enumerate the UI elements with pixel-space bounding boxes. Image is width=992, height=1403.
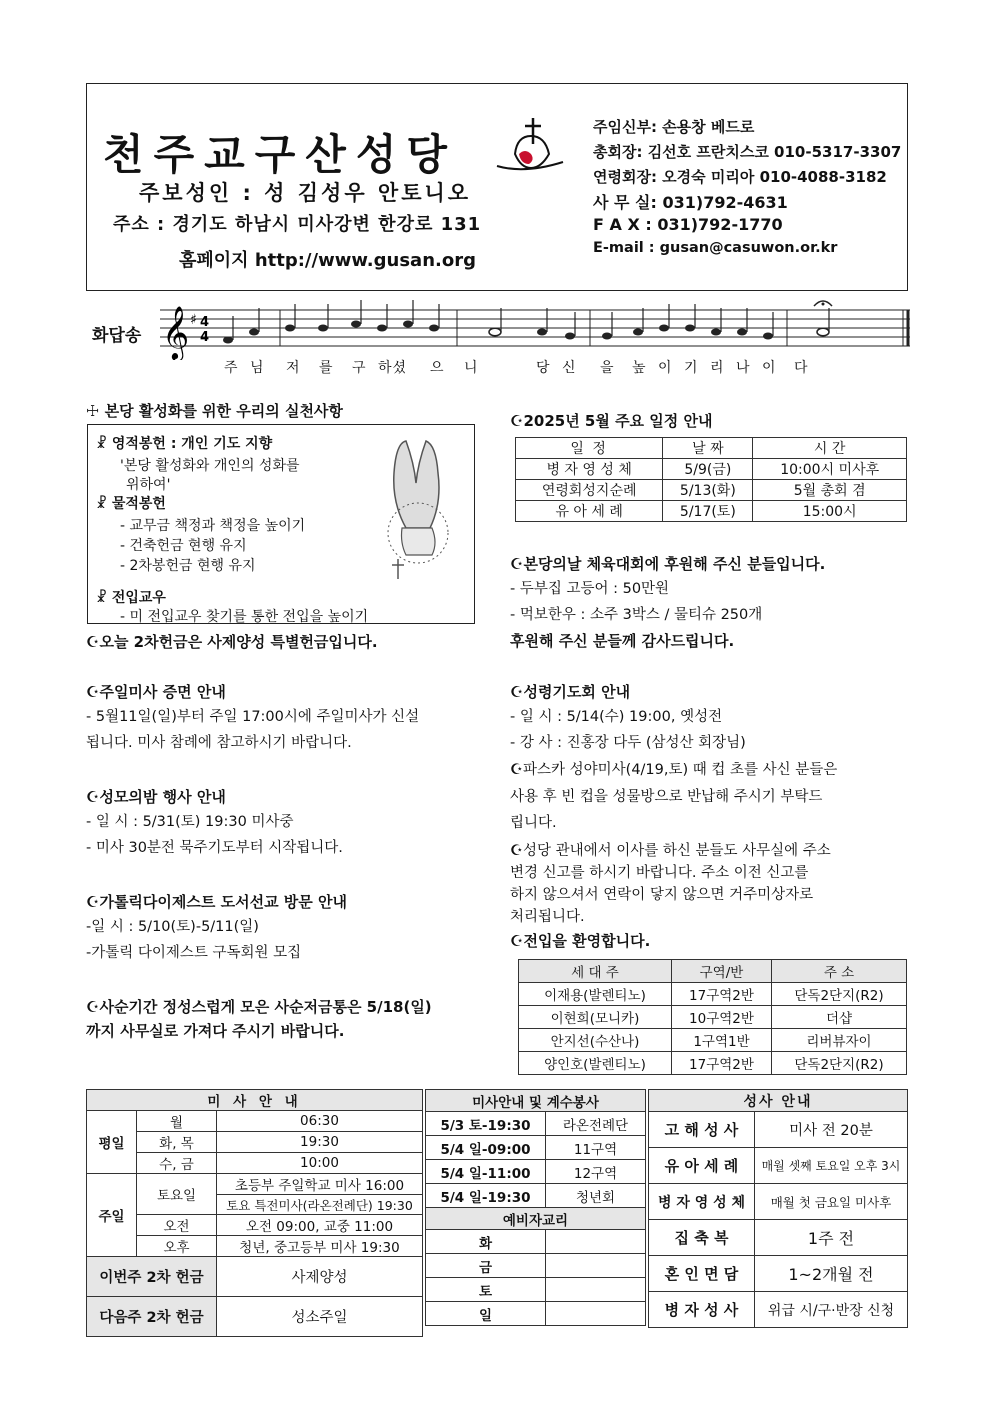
sacrament-name: 혼 인 면 담 xyxy=(649,1256,755,1292)
mass-schedule-table xyxy=(86,1089,423,1337)
address-change-notice: ☪성당 관내에서 이사를 하신 분들도 사무실에 주소 xyxy=(510,843,831,859)
morning-label: 오전 xyxy=(137,1215,217,1236)
lyric-syllable: 신 xyxy=(562,360,577,376)
mary-night-title: ☪성모의밤 행사 안내 xyxy=(86,788,226,806)
table-row xyxy=(87,1153,423,1174)
sunday-mass-line: 됩니다. 미사 참례에 참고하시기 바랍니다. xyxy=(86,735,352,751)
practice-line: - 교무금 책정과 책정을 높이기 xyxy=(120,518,306,534)
newcomer-district: 10구역2반 xyxy=(671,1006,771,1029)
table-row xyxy=(87,1297,423,1337)
saturday-label: 토요일 xyxy=(137,1174,217,1215)
paschal-candle-line: 사용 후 빈 컵을 성물방으로 반납해 주시기 부탁드 xyxy=(510,789,823,805)
next-week-collection-value: 성소주일 xyxy=(217,1297,423,1337)
schedule-date: 5/17(토) xyxy=(663,501,753,522)
volunteer-time: 5/4 일-09:00 xyxy=(426,1136,546,1160)
lyric-syllable: 리 xyxy=(710,360,725,376)
table-row xyxy=(87,1132,423,1153)
mass-time: 06:30 xyxy=(217,1111,423,1132)
sacrament-name: 집 축 복 xyxy=(649,1220,755,1256)
sunday-mass-line: - 5월11일(일)부터 주일 17:00시에 주일미사가 신설 xyxy=(86,709,420,725)
table-row xyxy=(649,1220,908,1256)
table-row xyxy=(87,1111,423,1132)
newcomer-name: 이재용(발렌티노) xyxy=(519,983,672,1006)
church-name: 천주교구산성당 xyxy=(103,130,458,179)
lyric-syllable: 을 xyxy=(600,360,615,376)
lyric-syllable: 를 xyxy=(319,360,334,376)
schedule-time: 10:00시 미사후 xyxy=(753,459,907,480)
mass-time: 19:30 xyxy=(217,1132,423,1153)
mass-time: 10:00 xyxy=(217,1153,423,1174)
spirit-prayer-line: - 일 시 : 5/14(수) 19:00, 옛성전 xyxy=(510,709,723,725)
sacrament-info: 1~2개월 전 xyxy=(755,1256,908,1292)
mass-day: 월 xyxy=(137,1111,217,1132)
may-schedule-title: ☪2025년 5월 주요 일정 안내 xyxy=(510,412,713,430)
table-row xyxy=(519,1006,907,1029)
sacrament-info: 매월 첫 금요일 미사후 xyxy=(755,1184,908,1220)
sponsor-line: - 먹보한우 : 소주 3박스 / 물티슈 250개 xyxy=(510,607,763,623)
mary-night-line: - 일 시 : 5/31(토) 19:30 미사중 xyxy=(86,814,294,830)
sacrament-info: 1주 전 xyxy=(755,1220,908,1256)
second-collection-notice: ☪오늘 2차헌금은 사제양성 특별헌금입니다. xyxy=(86,633,378,651)
practice-line: 위하여' xyxy=(126,477,171,493)
table-row xyxy=(516,459,907,480)
mass-day: 화, 목 xyxy=(137,1132,217,1153)
sacrament-name: 유 아 세 례 xyxy=(649,1148,755,1184)
psalm-lyrics xyxy=(210,357,810,377)
info-fax: F A X : 031)792-1770 xyxy=(593,215,783,234)
lyric-syllable: 당 xyxy=(536,360,551,376)
welcome-title: ☪전입을 환영합니다. xyxy=(510,932,651,950)
mass-time: 초등부 주일학교 미사 16:00 xyxy=(217,1174,423,1195)
volunteer-group: 청년회 xyxy=(546,1184,646,1208)
address-change-line: 변경 신고를 하시기 바랍니다. 주소 이전 신고를 xyxy=(510,865,809,881)
volunteer-group: 12구역 xyxy=(546,1160,646,1184)
church-logo-icon xyxy=(495,114,565,176)
paschal-candle-line: 립니다. xyxy=(510,815,557,831)
address-change-line: 처리됩니다. xyxy=(510,909,585,925)
this-week-collection-value: 사제양성 xyxy=(217,1257,423,1297)
newcomer-header: 세 대 주 xyxy=(519,960,672,983)
volunteer-table xyxy=(425,1089,646,1326)
practice-line: - 건축헌금 현행 유지 xyxy=(120,538,247,554)
table-row xyxy=(649,1148,908,1184)
digest-line: -일 시 : 5/10(토)-5/11(일) xyxy=(86,919,259,935)
psalm-label: 화답송 xyxy=(92,326,142,346)
digest-line: -가톨릭 다이제스트 구독회원 모집 xyxy=(86,945,302,961)
table-row xyxy=(426,1302,646,1326)
patron-saint: 주보성인 : 성 김성우 안토니오 xyxy=(139,181,472,205)
info-pastor: 주임신부: 손용창 베드로 xyxy=(593,118,755,136)
practice-material: 물적봉헌 xyxy=(111,496,166,512)
praying-hands-icon xyxy=(366,433,466,583)
sacrament-info: 매월 셋째 토요일 오후 3시 xyxy=(755,1148,908,1184)
sponsor-line: - 두부집 고등어 : 50만원 xyxy=(510,581,670,597)
lyric-syllable: 이 xyxy=(658,360,673,376)
schedule-time: 5월 총회 겸 xyxy=(753,480,907,501)
volunteer-time: 5/4 일-11:00 xyxy=(426,1160,546,1184)
mass-time: 토요 특전미사(라온전례단) 19:30 xyxy=(217,1195,423,1215)
sacrament-name: 고 해 성 사 xyxy=(649,1112,755,1148)
sponsor-thanks: 후원해 주신 분들께 감사드립니다. xyxy=(510,632,735,650)
sunday-mass-title: ☪주일미사 증면 안내 xyxy=(86,683,226,701)
table-row xyxy=(649,1184,908,1220)
address-change-line: 하지 않으셔서 연락이 닿지 않으면 거주미상자로 xyxy=(510,887,814,903)
newcomer-address: 더샵 xyxy=(772,1006,907,1029)
table-row xyxy=(87,1174,423,1195)
newcomer-address: 리버뷰자이 xyxy=(772,1029,907,1052)
table-row xyxy=(87,1257,423,1297)
lyric-syllable: 으 xyxy=(430,360,445,376)
newcomer-table xyxy=(518,959,907,1075)
lyric-syllable: 저 xyxy=(286,360,301,376)
newcomer-district: 17구역2반 xyxy=(671,1052,771,1075)
newcomer-address: 단독2단지(R2) xyxy=(772,983,907,1006)
newcomer-district: 1구역1반 xyxy=(671,1029,771,1052)
table-row xyxy=(426,1112,646,1136)
digest-title: ☪가톨릭다이제스트 도서선교 방문 안내 xyxy=(86,893,347,911)
sacrament-info: 위급 시/구·반장 신청 xyxy=(755,1292,908,1328)
table-row xyxy=(519,1052,907,1075)
info-email[interactable]: E-mail : gusan@casuwon.or.kr xyxy=(593,240,838,256)
bulletin-header xyxy=(86,83,908,291)
table-row xyxy=(649,1292,908,1328)
weekday-label: 평일 xyxy=(87,1111,137,1174)
sacrament-info: 미사 전 20분 xyxy=(755,1112,908,1148)
this-week-collection-label: 이번주 2차 헌금 xyxy=(87,1257,217,1297)
lyric-syllable: 기 xyxy=(684,360,699,376)
spirit-prayer-line: - 강 사 : 진홍장 다두 (삼성산 회장님) xyxy=(510,735,746,751)
newcomer-district: 17구역2반 xyxy=(671,983,771,1006)
practice-box: ☧ 영적봉헌 : 개인 기도 지향 '본당 활성화와 개인의 성화를 위하여' ☧ 물적봉헌 - 교무금 책정과 책정을 높이기 - 건축헌금 현행 유지 - 2차봉헌금 현행 유지 ☧ 전입교우 - 미 전입교우 찾기를 통한 전입을 높이기 xyxy=(87,424,475,624)
schedule-date: 5/9(금) xyxy=(663,459,753,480)
table-row xyxy=(87,1236,423,1257)
volunteer-group: 라온전례단 xyxy=(546,1112,646,1136)
lent-box-notice-2: 까지 사무실로 가져다 주시기 바랍니다. xyxy=(86,1022,345,1040)
practice-line: - 미 전입교우 찾기를 통한 전입을 높이기 xyxy=(120,609,369,625)
music-staff xyxy=(160,298,912,360)
lyric-syllable: 주 xyxy=(224,360,239,376)
newcomer-name: 안지선(수산나) xyxy=(519,1029,672,1052)
mass-title: 미 사 안 내 xyxy=(87,1090,423,1111)
table-row xyxy=(649,1112,908,1148)
lyric-syllable: 이 xyxy=(762,360,777,376)
lyric-syllable: 님 xyxy=(250,360,265,376)
svg-text:4: 4 xyxy=(200,315,210,330)
sacrament-name: 병 자 영 성 체 xyxy=(649,1184,755,1220)
svg-text:4: 4 xyxy=(200,330,210,345)
lyric-syllable: 구 xyxy=(352,360,367,376)
schedule-event: 연령회성지순례 xyxy=(516,480,663,501)
info-president: 총회장: 김선호 프란치스코 010-5317-3307 xyxy=(593,143,902,161)
volunteer-title: 미사안내 및 계수봉사 xyxy=(426,1090,646,1112)
volunteer-time: 5/3 토-19:30 xyxy=(426,1112,546,1136)
catechism-day: 금 xyxy=(426,1254,546,1278)
spirit-prayer-title: ☪성령기도회 안내 xyxy=(510,683,631,701)
table-row xyxy=(87,1215,423,1236)
table-row xyxy=(426,1160,646,1184)
svg-text:♯: ♯ xyxy=(190,312,197,328)
schedule-time: 15:00시 xyxy=(753,501,907,522)
table-row xyxy=(516,480,907,501)
next-week-collection-label: 다음주 2차 헌금 xyxy=(87,1297,217,1337)
church-address: 주소 : 경기도 하남시 미사강변 한강로 131 xyxy=(113,214,482,235)
mass-day: 수, 금 xyxy=(137,1153,217,1174)
schedule-event: 유 아 세 례 xyxy=(516,501,663,522)
table-row xyxy=(516,501,907,522)
volunteer-time: 5/4 일-19:30 xyxy=(426,1184,546,1208)
newcomer-name: 양인호(발렌티노) xyxy=(519,1052,672,1075)
table-row xyxy=(426,1136,646,1160)
volunteer-group: 11구역 xyxy=(546,1136,646,1160)
lent-box-notice: ☪사순기간 정성스럽게 모은 사순저금통은 5/18(일) xyxy=(86,998,432,1016)
schedule-date: 5/13(화) xyxy=(663,480,753,501)
table-row xyxy=(426,1230,646,1254)
catechism-day: 일 xyxy=(426,1302,546,1326)
table-row xyxy=(426,1254,646,1278)
newcomer-address: 단독2단지(R2) xyxy=(772,1052,907,1075)
practice-transfer: 전입교우 xyxy=(111,590,166,606)
schedule-header: 날 짜 xyxy=(663,438,753,459)
table-row xyxy=(426,1184,646,1208)
practice-spiritual: 영적봉헌 : 개인 기도 지향 xyxy=(111,436,273,452)
catechism-day: 화 xyxy=(426,1230,546,1254)
lyric-syllable: 나 xyxy=(736,360,751,376)
newcomer-header: 주 소 xyxy=(772,960,907,983)
mary-night-line: - 미사 30분전 묵주기도부터 시작됩니다. xyxy=(86,840,343,856)
newcomer-header: 구역/반 xyxy=(671,960,771,983)
schedule-header: 시 간 xyxy=(753,438,907,459)
sunday-label: 주일 xyxy=(87,1174,137,1257)
sacrament-table xyxy=(648,1089,908,1328)
mass-time: 청년, 중고등부 미사 19:30 xyxy=(217,1236,423,1257)
paschal-candle-notice: ☪파스카 성야미사(4/19,토) 때 컵 초를 사신 분들은 xyxy=(510,762,838,778)
homepage-link[interactable]: 홈페이지 http://www.gusan.org xyxy=(179,250,476,271)
table-row xyxy=(426,1278,646,1302)
table-row xyxy=(519,1029,907,1052)
sacrament-name: 병 자 성 사 xyxy=(649,1292,755,1328)
catechism-title: 예비자교리 xyxy=(426,1208,646,1230)
catechism-day: 토 xyxy=(426,1278,546,1302)
practice-line: '본당 활성화와 개인의 성화를 xyxy=(120,458,300,474)
table-row xyxy=(519,983,907,1006)
may-schedule-table xyxy=(515,437,907,522)
practice-title: ☩ 본당 활성화를 위한 우리의 실천사항 xyxy=(86,402,343,420)
svg-text:𝄞: 𝄞 xyxy=(162,305,190,359)
mass-time: 오전 09:00, 교중 11:00 xyxy=(217,1215,423,1236)
sports-sponsors-title: ☪본당의날 체육대회에 후원해 주신 분들입니다. xyxy=(510,555,826,573)
newcomer-name: 이현희(모니카) xyxy=(519,1006,672,1029)
sacrament-title: 성사 안내 xyxy=(649,1090,908,1112)
info-office-phone: 사 무 실: 031)792-4631 xyxy=(593,193,788,212)
lyric-syllable: 높 xyxy=(632,360,647,376)
lyric-syllable: 다 xyxy=(794,360,809,376)
schedule-event: 병 자 영 성 체 xyxy=(516,459,663,480)
schedule-header: 일 정 xyxy=(516,438,663,459)
evening-label: 오후 xyxy=(137,1236,217,1257)
table-row xyxy=(649,1256,908,1292)
lyric-syllable: 하셨 xyxy=(378,360,408,376)
practice-line: - 2차봉헌금 현행 유지 xyxy=(120,558,256,574)
info-funeral-head: 연령회장: 오경숙 미리아 010-4088-3182 xyxy=(593,168,887,186)
lyric-syllable: 니 xyxy=(464,360,479,376)
